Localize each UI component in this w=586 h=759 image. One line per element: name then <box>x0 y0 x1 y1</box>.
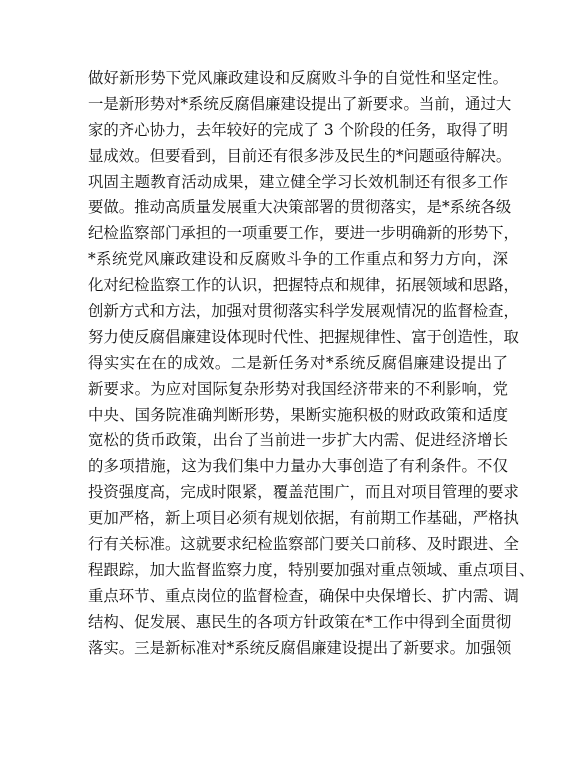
text-line: 家的齐心协力，去年较好的完成了 3 个阶段的任务，取得了明 <box>88 120 508 139</box>
text-line: 的多项措施，这为我们集中力量办大事创造了有利条件。不仅 <box>88 457 508 476</box>
text-line: 行有关标准。这就要求纪检监察部门要关口前移、及时跟进、全 <box>88 535 519 554</box>
text-line: 得实实在在的成效。二是新任务对*系统反腐倡廉建设提出了 <box>88 353 508 372</box>
text-line: 一是新形势对*系统反腐倡廉建设提出了新要求。当前，通过大 <box>88 94 512 113</box>
text-line: 中央、国务院准确判断形势，果断实施积极的财政政策和适度 <box>88 405 508 424</box>
text-line: 努力使反腐倡廉建设体现时代性、把握规律性、富于创造性，取 <box>88 327 519 346</box>
text-line: 创新方式和方法，加强对贯彻落实科学发展观情况的监督检查， <box>88 302 519 321</box>
text-line: 做好新形势下党风廉政建设和反腐败斗争的自觉性和坚定性。 <box>88 69 508 87</box>
text-line: *系统党风廉政建设和反腐败斗争的工作重点和努力方向，深 <box>88 250 508 269</box>
text-line: 程跟踪，加大监督监察力度，特别要加强对重点领域、重点项目、 <box>88 560 535 579</box>
text-line: 更加严格，新上项目必须有规划依据，有前期工作基础，严格执 <box>88 509 519 528</box>
text-line: 显成效。但要看到，目前还有很多涉及民生的*问题亟待解决。 <box>88 146 512 165</box>
text-line: 落实。三是新标准对*系统反腐倡廉建设提出了新要求。加强领 <box>88 638 512 657</box>
body-paragraph <box>88 66 535 661</box>
text-line: 重点环节、重点岗位的监督检查，确保中央保增长、扩内需、调 <box>88 586 519 605</box>
text-line: 新要求。为应对国际复杂形势对我国经济带来的不利影响，党 <box>88 379 508 398</box>
text-line: 纪检监察部门承担的一项重要工作，要进一步明确新的形势下， <box>88 224 519 243</box>
text-line: 巩固主题教育活动成果，建立健全学习长效机制还有很多工作 <box>88 172 508 191</box>
text-line: 结构、促发展、惠民生的各项方针政策在*工作中得到全面贯彻 <box>88 612 512 631</box>
text-line: 化对纪检监察工作的认识，把握特点和规律，拓展领域和思路， <box>88 276 519 295</box>
text-line: 要做。推动高质量发展重大决策部署的贯彻落实，是*系统各级 <box>88 198 512 217</box>
text-line: 投资强度高，完成时限紧，覆盖范围广，而且对项目管理的要求 <box>88 483 519 502</box>
text-line: 宽松的货币政策，出台了当前进一步扩大内需、促进经济增长 <box>88 431 508 450</box>
